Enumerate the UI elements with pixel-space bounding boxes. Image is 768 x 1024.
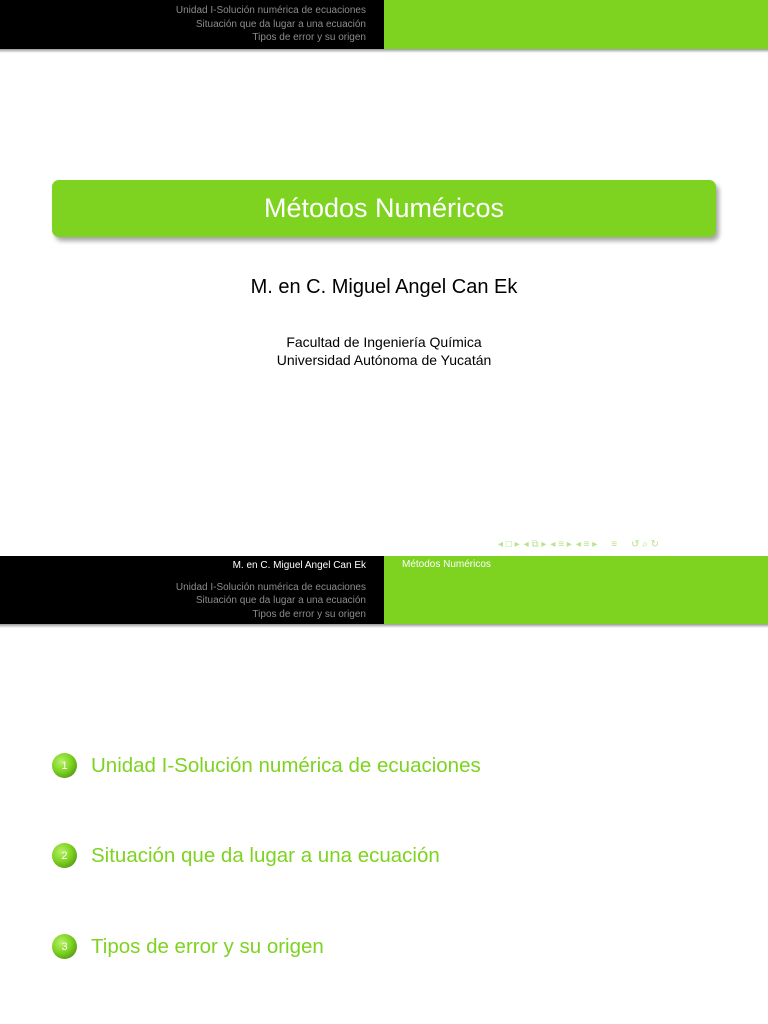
title-box [52, 180, 716, 237]
toc-label[interactable]: Unidad I-Solución numérica de ecuaciones [91, 753, 481, 777]
nav-search-icon[interactable]: ↺ ⌕ ↻ [631, 538, 660, 550]
toc-label[interactable]: Tipos de error y su origen [91, 934, 324, 958]
header-shadow [0, 624, 768, 628]
nav-document-icon[interactable]: ◂ ≡ ▸ [575, 538, 598, 550]
toc-label[interactable]: Situación que da lugar a una ecuación [91, 843, 440, 867]
toc-item-3[interactable] [52, 934, 752, 959]
author-name: M. en C. Miguel Angel Can Ek [250, 276, 518, 298]
header-section-2[interactable]: Situación que da lugar a una ecuación [195, 18, 366, 30]
slide-title: Métodos Numéricos [263, 193, 505, 223]
slide1-header-sections [0, 0, 384, 49]
navigation-bar [498, 537, 764, 551]
slide2-header [0, 556, 768, 624]
toc-item-1[interactable] [52, 753, 752, 778]
institute-line-1: Facultad de Ingeniería Química [286, 334, 482, 350]
nav-align-icon[interactable]: ≡ [611, 538, 618, 550]
toc-item-2[interactable] [52, 843, 752, 868]
header-author[interactable]: M. en C. Miguel Angel Can Ek [232, 560, 366, 571]
nav-section-icon[interactable]: ◂ ≡ ▸ [550, 538, 572, 550]
toc-number-ball: 1 [52, 753, 77, 778]
toc-number-ball: 3 [52, 934, 77, 959]
toc-number-ball: 2 [52, 843, 77, 868]
header-section-1[interactable]: Unidad I-Solución numérica de ecuaciones [175, 5, 366, 16]
slide1-header-right [384, 0, 768, 49]
slide2-header-left [0, 556, 384, 624]
header-section-3[interactable]: Tipos de error y su origen [252, 608, 366, 620]
header-section-1[interactable]: Unidad I-Solución numérica de ecuaciones [175, 581, 366, 593]
header-section-3[interactable]: Tipos de error y su origen [252, 32, 366, 43]
institute [0, 333, 768, 369]
slide2-header-right [384, 556, 768, 624]
header-title[interactable]: Métodos Numéricos [402, 559, 491, 570]
slide1-header [0, 0, 768, 49]
nav-frame-icon[interactable]: ◂ □ ▸ [498, 538, 520, 550]
header-section-2[interactable]: Situación que da lugar a una ecuación [195, 595, 366, 606]
header-shadow [0, 49, 768, 53]
nav-subsection-icon[interactable]: ◂ ⧉ ▸ [523, 538, 547, 550]
institute-line-2: Universidad Autónoma de Yucatán [276, 352, 492, 368]
